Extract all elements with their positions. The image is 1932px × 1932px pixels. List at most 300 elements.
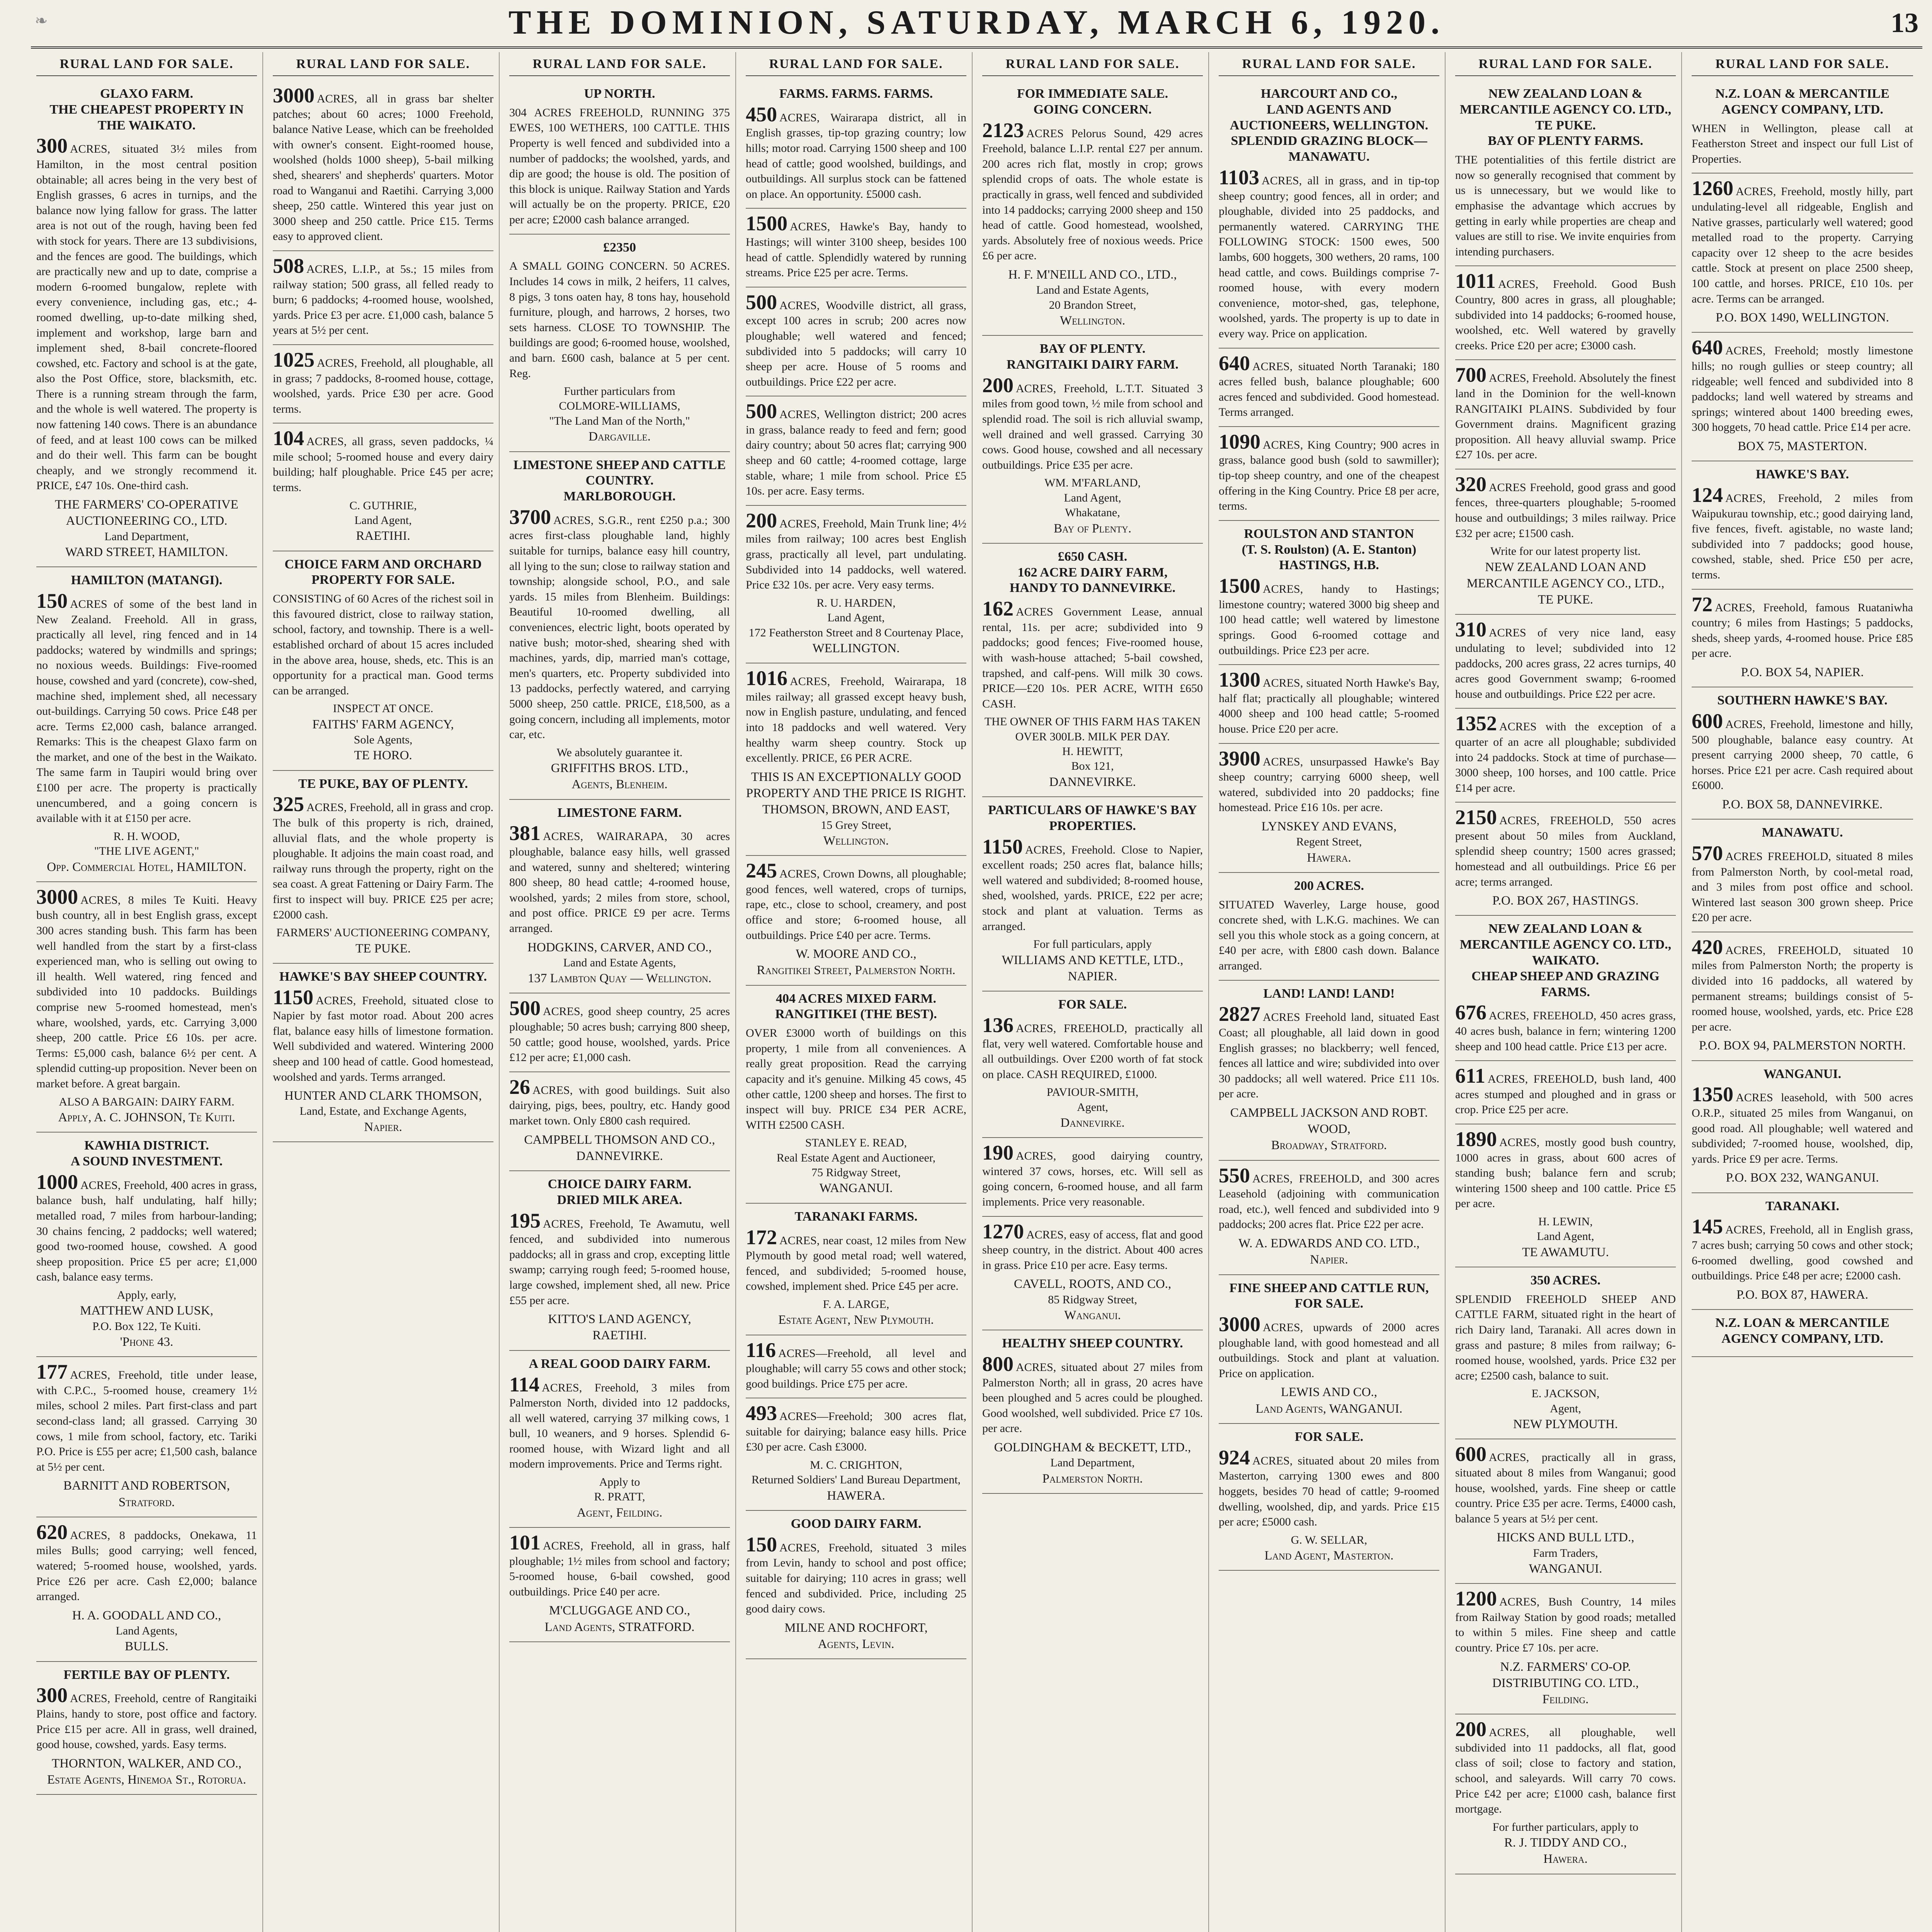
ad-contact-line: FARMERS' AUCTIONEERING COMPANY, xyxy=(276,926,490,939)
ad-contact xyxy=(1692,438,1913,454)
ad-body xyxy=(982,1013,1203,1082)
ad-body xyxy=(1692,935,1913,1035)
ad-text: ACRES, Freehold, Wairarapa, 18 miles railway; all grassed except heavy bush, now in English pasture, undulating, and fenced into 18 paddocks and well watered. Very healthy warm sheep country. Stock up excellently. PRICE, £6 PER ACRE. xyxy=(746,675,966,765)
ad-acreage: 500 xyxy=(746,400,777,423)
ad-heading: PARTICULARS OF HAWKE'S BAY PROPERTIES. xyxy=(988,803,1197,833)
ad-acreage: 200 xyxy=(982,373,1014,397)
ad-heading: HAWKE'S BAY SHEEP COUNTRY. xyxy=(279,969,487,984)
ad-contact xyxy=(509,745,730,793)
ad-contact xyxy=(1219,818,1439,866)
ad-text: ACRES, Freehold, all ploughable, all in grass; 7 paddocks, 8-roomed house, cottage, woolshed, yards. Price £30 per acre. Good terms. xyxy=(273,356,493,415)
ad-text: ACRES, Crown Downs, all ploughable; good fences, well watered, crops of turnips, rape, etc., close to school, creamery, and post office and store; 6-roomed house, all outbuildings. Price £40 per acre. Terms. xyxy=(746,867,966,942)
ad-contact xyxy=(1455,1659,1676,1708)
ad-text: ACRES with the exception of a quarter of an acre all ploughable; subdivided into 24 paddocks. Stock at time of purchase—3000 sheep, 100 horses, and 100 cattle. Price £14 per acre. xyxy=(1455,720,1676,794)
ad-contact-line: KITTO'S LAND AGENCY, xyxy=(548,1312,691,1327)
ad-contact-line: R. H. WOOD, xyxy=(113,830,180,843)
ad-text: ACRES, situated about 20 miles from Masterton, carrying 1300 ewes and 800 hoggets, besides 70 head of cattle; 9-roomed dwelling, woolshed, dip, and yards. Price £15 per acre; £5000 cash. xyxy=(1219,1454,1439,1529)
ad-contact-line: 15 Grey Street, xyxy=(821,818,891,832)
classified-ad xyxy=(746,1335,966,1399)
ad-heading: HARCOURT AND CO., LAND AGENTS AND AUCTIONEERS, WELLINGTON. SPLENDID GRAZING BLOCK—MANAWATU. xyxy=(1230,87,1429,164)
ad-acreage: 136 xyxy=(982,1013,1014,1037)
classified-ad xyxy=(1455,1439,1676,1584)
classified-ad xyxy=(982,1217,1203,1331)
ad-contact-line: R. J. TIDDY AND CO., xyxy=(1504,1836,1627,1850)
ad-contact-line: Land Agents, WANGANUI. xyxy=(1255,1401,1403,1416)
ad-acreage: 1500 xyxy=(746,212,787,235)
news-column xyxy=(267,52,500,1932)
ad-contact-line: Wanganui. xyxy=(1064,1308,1121,1323)
ad-body xyxy=(746,1532,966,1617)
ad-acreage: 3000 xyxy=(273,84,315,107)
classified-ad xyxy=(273,551,493,771)
ad-text: ACRES—Freehold, all level and ploughable; will carry 55 cows and other stock; good buildings. Price £75 per acre. xyxy=(746,1347,966,1390)
ad-contact-line: RAETIHI. xyxy=(356,529,410,543)
ad-body xyxy=(1692,1085,1913,1167)
ad-contact xyxy=(1455,1529,1676,1577)
ad-contact-line: Land Department, xyxy=(104,530,189,543)
ad-acreage: 1150 xyxy=(982,835,1023,858)
ad-contact-line: Wellington. xyxy=(823,833,889,848)
classified-ad xyxy=(1692,81,1913,173)
ad-contact-line: THE FARMERS' CO-OPERATIVE AUCTIONEERING CO., LTD. xyxy=(55,498,238,528)
ad-body xyxy=(509,505,730,742)
ad-text: ACRES, Freehold, L.T.T. Situated 3 miles from good town, ½ mile from school and splendid road. The soil is rich alluvial swamp, well drained and well grassed. Carrying 30 cows. Good house, cowshed and all necessary outbuildings. Price £35 per acre. xyxy=(982,382,1203,471)
classified-ad xyxy=(36,567,257,882)
ad-contact-line: Napier. xyxy=(364,1120,402,1134)
ad-acreage: 420 xyxy=(1692,935,1723,959)
ad-heading: LIMESTONE SHEEP AND CATTLE COUNTRY. MARLBOROUGH. xyxy=(513,457,726,504)
ad-acreage: 1103 xyxy=(1219,165,1260,189)
ad-text: ACRES, Woodville district, all grass, except 100 acres in scrub; 200 acres now ploughable; well watered and fenced; subdivided into 5 paddocks; will carry 10 sheep per acre. House of 5 rooms and outbuildings. Price £22 per acre. xyxy=(746,299,966,388)
ad-body xyxy=(1692,483,1913,583)
ad-acreage: 1011 xyxy=(1455,269,1496,293)
ad-contact xyxy=(982,1085,1203,1131)
classified-ad xyxy=(509,235,730,452)
ad-body xyxy=(1692,179,1913,306)
ad-contact-line: DANNEVIRKE. xyxy=(1049,775,1136,789)
ad-acreage: 800 xyxy=(982,1352,1014,1376)
ad-acreage: 124 xyxy=(1692,483,1723,507)
ad-contact xyxy=(1219,1105,1439,1154)
ad-body xyxy=(1692,841,1913,925)
ad-text: CONSISTING of 60 Acres of the richest soil in this favoured district, close to railway station, school, factory, and township. There is a well-established orchard of about 15 acres included in the above area, house, sheds, etc. This is an opportunity for a practical man. Good terms can be arranged. xyxy=(273,592,493,697)
classified-ad xyxy=(982,544,1203,797)
ad-text: ACRES, Freehold, 3 miles from Palmerston North, divided into 12 paddocks, all well watered, carrying 37 milking cows, 1 bull, 10 weaners, and 9 horses. Splendid 6-roomed house, with Wizard light and all modern improvements. Price and Terms right. xyxy=(509,1381,730,1471)
classified-ad xyxy=(1692,1193,1913,1310)
ad-heading: HAWKE'S BAY. xyxy=(1755,467,1849,482)
ad-contact-line: 137 Lambton Quay — Wellington. xyxy=(527,971,712,986)
classified-ad xyxy=(1219,1424,1439,1571)
classified-ad xyxy=(982,992,1203,1138)
ad-contact-line: WARD STREET, HAMILTON. xyxy=(65,545,228,559)
ad-contact xyxy=(1455,1214,1676,1260)
classified-ad xyxy=(509,1351,730,1528)
ad-contact-line: WANGANUI. xyxy=(819,1181,893,1196)
ad-contact xyxy=(36,829,257,875)
ad-heading: 200 ACRES. xyxy=(1294,878,1364,893)
classified-ad xyxy=(273,423,493,551)
classified-ad xyxy=(1455,1714,1676,1874)
ad-body xyxy=(1455,472,1676,541)
ad-contact-line: MATTHEW AND LUSK, xyxy=(80,1304,213,1318)
ad-body xyxy=(1455,1003,1676,1054)
ad-contact-line: GOLDINGHAM & BECKETT, LTD., xyxy=(994,1440,1191,1455)
ad-text: ACRES, King Country; 900 acres in grass, balance good bush (sold to sawmiller); tip-top sheep country, and one of the cheapest offering in the King Country. Price £8 per acre, terms. xyxy=(1219,438,1439,513)
ad-body xyxy=(36,1362,257,1475)
ad-acreage: 611 xyxy=(1455,1064,1486,1088)
ad-text: ACRES, Wairarapa district, all in English grasses, tip-top grazing country; low hills; motor road. Carrying 1500 sheep and 100 head of cattle; good woolshed, buildings, and outbuildings. All surplus stock can be fattened on place. An opportunity. £5000 cash. xyxy=(746,111,966,201)
ad-body xyxy=(746,1338,966,1392)
ad-contact xyxy=(1692,796,1913,813)
ad-contact xyxy=(36,1478,257,1510)
ad-contact-line: P.O. BOX 1490, WELLINGTON. xyxy=(1716,311,1889,325)
ad-body xyxy=(1219,897,1439,974)
ad-acreage: 3900 xyxy=(1219,747,1260,770)
ad-acreage: 1200 xyxy=(1455,1587,1497,1611)
ad-contact-line: BOX 75, MASTERTON. xyxy=(1738,439,1867,453)
ad-contact-line: Write for our latest property list. xyxy=(1490,545,1641,558)
ad-heading: FERTILE BAY OF PLENTY. xyxy=(63,1667,230,1682)
ad-contact xyxy=(982,714,1203,790)
classified-ad xyxy=(36,1517,257,1662)
ad-contact-line: P.O. BOX 267, HASTINGS. xyxy=(1492,894,1639,908)
ad-text: ACRES, Freehold, famous Ruataniwha country; 6 miles from Hastings; 5 paddocks, sheds, sheep yards, 4-roomed house. Price £85 per acre. xyxy=(1692,601,1913,660)
column-header: RURAL LAND FOR SALE. xyxy=(509,52,730,76)
ad-acreage: 150 xyxy=(746,1532,777,1556)
ad-text: ACRES, Freehold. Absolutely the finest land in the Dominion for the well-known RANGITAIKI PLAINS. Subdivided by four Government drains. Magnificent grazing proposition. All heavy alluvial swamp. Price £27 10s. per acre. xyxy=(1455,372,1676,461)
ad-text: ACRES, Wellington district; 200 acres in grass, balance ready to feed and fern; good dairy country; about 50 acres flat; carrying 900 sheep and 60 cattle; 4-roomed cottage, large stable, whare; 1 mile from school. Price £5 10s. per acre. Easy terms. xyxy=(746,408,966,498)
ad-acreage: 300 xyxy=(36,1684,68,1707)
ad-heading: LIMESTONE FARM. xyxy=(557,805,682,820)
ad-text: ACRES, all in grass, and in tip-top sheep country; good fences, all in order; and ploughable, divided into 25 paddocks, and permanently watered. CARRYING THE FOLLOWING STOCK: 1500 ewes, 500 lambs, 600 hoggets, 300 wethers, 20 rams, 100 head cattle, and cows. Buildings comprise 7-roomed house, with every modern convenience, motor-shed, gas, telephone, woolshed, yards. The property is up to date in every way. Price on application. xyxy=(1219,174,1439,340)
ad-text: OVER £3000 worth of buildings on this property, 1 mile from all conveniences. A really great proposition. Read the carrying capacity and it's genuine. Milking 45 cows, 45 other cattle, 1200 sheep and horses. The first to inspect will buy. PRICE £34 PER ACRE, WITH £2500 CASH. xyxy=(746,1027,966,1131)
news-column xyxy=(504,52,736,1932)
ad-acreage: 177 xyxy=(36,1360,68,1384)
ad-body xyxy=(1219,165,1439,342)
classified-ad xyxy=(36,882,257,1133)
ad-heading: N.Z. LOAN & MERCANTILE AGENCY COMPANY, LTD. xyxy=(1715,1316,1889,1346)
classified-ad xyxy=(1455,266,1676,360)
ad-heading: ROULSTON AND STANTON (T. S. Roulston) (A. E. Stanton) HASTINGS, H.B. xyxy=(1242,526,1417,573)
ad-heading: TE PUKE, BAY OF PLENTY. xyxy=(298,776,468,791)
column-header: RURAL LAND FOR SALE. xyxy=(982,52,1203,76)
ad-text: ACRES, easy of access, flat and good sheep country, in the district. About 400 acres in grass. Price £10 per acre. Easy terms. xyxy=(982,1228,1203,1272)
ad-text: ACRES, situated 3½ miles from Hamilton, in the most central position obtainable; all acres being in the very best of English grasses, 6 acres in turnips, and the balance now lying fallow for grass. The latter area is not out of the rough, having been fed with stock for years. There are 13 subdivisions, and the fences are good. The buildings, which are practically new and up to date, comprise a modern 6-roomed bungalow, replete with every convenience, including gas, etc.; 4-roomed dwelling, up-to-date milking shed, implement and workshop, large barn and implement shed, 8-bail concrete-floored cowshed, etc. Factory and school is at the gate, also the Post Office, store, blacksmith, etc. There is a running stream through the farm, and the whole is well watered. The property is now fattening 140 cows. There is an abundance of feed, and at least 100 cows can be milked and do their well. This farm can be bought cheaply, and we strongly recommend it. PRICE, £47 10s. One-third cash. xyxy=(36,143,257,492)
ad-acreage: 114 xyxy=(509,1372,540,1396)
ad-contact-line: TE PUKE. xyxy=(355,941,411,956)
ad-acreage: 200 xyxy=(1455,1718,1486,1741)
ad-text: WHEN in Wellington, please call at Featherston Street and inspect our full List of Properties. xyxy=(1692,122,1913,165)
ad-contact xyxy=(982,267,1203,329)
classified-ad xyxy=(273,771,493,964)
classified-ad xyxy=(982,336,1203,544)
ad-acreage: 325 xyxy=(273,793,304,816)
ad-text: ACRES leasehold, with 500 acres O.R.P., situated 25 miles from Wanganui, on good road. All ploughable; well watered and subdivided; 7-roomed house, woolshed, dip, yards. Price £9 per acre. Terms. xyxy=(1692,1091,1913,1165)
ad-heading: GOOD DAIRY FARM. xyxy=(791,1517,922,1531)
ad-body xyxy=(36,1520,257,1604)
ad-heading: FOR SALE. xyxy=(1294,1429,1364,1444)
ad-contact xyxy=(509,1311,730,1344)
ad-contact xyxy=(746,1136,966,1196)
classified-ad xyxy=(746,287,966,397)
ad-text: SPLENDID FREEHOLD SHEEP AND CATTLE FARM, situated right in the heart of rich Dairy land, Taranaki. All acres down in grass and pasture; 8 miles from railway; 6-roomed house, woolshed, yards. Price £32 per acre; £2500 cash, balance to suit. xyxy=(1455,1293,1676,1382)
newspaper-title: THE DOMINION, SATURDAY, MARCH 6, 1920. xyxy=(508,4,1445,41)
ad-contact-line: W. A. EDWARDS AND CO. LTD., xyxy=(1238,1236,1420,1251)
ad-heading: 404 ACRES MIXED FARM. RANGITIKEI (THE BEST). xyxy=(775,991,937,1022)
ad-heading: FINE SHEEP AND CATTLE RUN, FOR SALE. xyxy=(1229,1281,1429,1311)
ad-text: ACRES, Freehold, Te Awamutu, well fenced, and subdivided into numerous paddocks; all in grass and crop, excepting little swamp; carrying rough feed; 5-roomed house, large cowshed, implement shed, all new. Price £55 per acre. xyxy=(509,1217,730,1307)
ad-text: ACRES, good sheep country, 25 acres ploughable; 50 acres bush; carrying 800 sheep, 50 cattle; good house, woolshed, yards. Price £12 per acre; £1,000 cash. xyxy=(509,1005,730,1064)
ad-contact xyxy=(36,1288,257,1350)
ad-contact-line: Estate Agent, New Plymouth. xyxy=(778,1313,934,1327)
classified-ad xyxy=(1455,1124,1676,1267)
ad-body xyxy=(509,999,730,1065)
ad-body xyxy=(746,214,966,280)
ad-text: ACRES, good dairying country, wintered 37 cows, horses, etc. Will sell as going concern, 6-roomed house, and all farm implements. Price very reasonable. xyxy=(982,1150,1203,1209)
ad-text: ACRES, all ploughable, well subdivided into 11 paddocks, all flat, good class of soil; close to factory and station, school, and saleyards. Will carry 70 cows. Price £42 per acre; £1000 cash, balance first mortgage. xyxy=(1455,1726,1676,1816)
column-header: RURAL LAND FOR SALE. xyxy=(746,52,966,76)
ad-contact xyxy=(746,1458,966,1504)
classified-ad xyxy=(509,1072,730,1171)
classified-ad xyxy=(36,1357,257,1517)
column-header: RURAL LAND FOR SALE. xyxy=(273,52,493,76)
ad-body xyxy=(1455,1720,1676,1817)
ad-contact-line: GRIFFITHS BROS. LTD., xyxy=(551,761,689,776)
ad-body xyxy=(1692,121,1913,167)
classified-ad xyxy=(746,1204,966,1335)
ad-contact xyxy=(1692,1287,1913,1303)
ad-contact xyxy=(509,1602,730,1635)
ad-contact xyxy=(982,476,1203,536)
ad-text: THE potentialities of this fertile district are now so generally recognised that comment by us is unnecessary, but we would like to emphasise the advantage which accrues by getting in early while properties are cheap and values are still to rise. We invite enquiries from intending purchasers. xyxy=(1455,153,1676,258)
ad-text: ACRES, situated North Taranaki; 180 acres felled bush, balance ploughable; 600 acres fenced and subdivided. Good homestead. Terms arranged. xyxy=(1219,360,1439,419)
ad-contact-line: BARNITT AND ROBERTSON, xyxy=(63,1479,230,1493)
ad-heading: SOUTHERN HAWKE'S BAY. xyxy=(1717,693,1888,708)
ad-text: ACRES, FREEHOLD, 550 acres present about 50 miles from Auckland, splendid sheep country; 1500 acres grassed; homestead and all outbuildings. Price £6 per acre; terms arranged. xyxy=(1455,814,1676,888)
ad-contact-line: F. A. LARGE, xyxy=(823,1298,889,1311)
ad-heading: A REAL GOOD DAIRY FARM. xyxy=(529,1356,711,1371)
ad-contact-line: "THE LIVE AGENT," xyxy=(94,845,199,858)
ad-acreage: 1025 xyxy=(273,348,315,371)
classified-ad xyxy=(1455,615,1676,709)
ad-body xyxy=(746,402,966,499)
classified-ad xyxy=(1692,932,1913,1061)
classified-ad xyxy=(1455,709,1676,803)
classified-ad xyxy=(746,396,966,506)
ad-body xyxy=(982,118,1203,264)
ad-acreage: 550 xyxy=(1219,1163,1250,1187)
ad-body xyxy=(746,669,966,766)
ad-contact-line: TE PUKE. xyxy=(1538,593,1593,607)
ad-contact-line: Land Agents, xyxy=(116,1624,178,1638)
classified-ad xyxy=(1219,873,1439,981)
ad-contact xyxy=(1692,1037,1913,1054)
ad-contact xyxy=(509,384,730,445)
ad-contact-line: Palmerston North. xyxy=(1042,1471,1143,1486)
classified-ad xyxy=(1455,1267,1676,1439)
ad-contact-line: Dargaville. xyxy=(588,430,651,444)
ad-acreage: 310 xyxy=(1455,618,1486,641)
ad-acreage: 3000 xyxy=(1219,1313,1260,1336)
ad-contact-line: NEW PLYMOUTH. xyxy=(1513,1417,1618,1432)
ad-acreage: 508 xyxy=(273,254,304,277)
ad-heading: FARMS. FARMS. FARMS. xyxy=(779,87,933,101)
column-header: RURAL LAND FOR SALE. xyxy=(1692,52,1913,76)
ad-text: ACRES, Freehold. Close to Napier, excellent roads; 250 acres flat, balance hills; well watered and subdivided; 8-roomed house, shed, woolshed, yards. PRICE, £22 per acre; stock and plant at valuation. Terms as arranged. xyxy=(982,843,1203,933)
ad-contact xyxy=(509,939,730,987)
ad-text: ACRES, Freehold, all in grass and crop. The bulk of this property is rich, drained, alluvial flats, and the whole property is ploughable. It adjoins the main coast road, and railway runs through the property, right on the sea coast. A great Fattening or Dairy Farm. The first to inspect will buy. PRICE £25 per acre; £2000 cash. xyxy=(273,801,493,921)
ad-contact-line: Opp. Commercial Hotel, HAMILTON. xyxy=(47,860,247,874)
ad-contact-line: Apply, A. C. JOHNSON, Te Kuiti. xyxy=(58,1110,235,1124)
classified-ad xyxy=(746,856,966,985)
classified-ad xyxy=(1455,81,1676,266)
masthead xyxy=(31,0,1922,49)
ad-text: A SMALL GOING CONCERN. 50 ACRES. Includes 14 cows in milk, 2 heifers, 11 calves, 8 pigs, 3 tons oaten hay, 8 tons hay, household furniture, plough, and harrows, 2 horses, two sets harness. CLOSE TO TOWNSHIP. The buildings are good; 6-roomed house, woolshed, and barn. £600 cash, balance at 5 per cent. Reg. xyxy=(509,260,730,380)
ad-text: ACRES, Freehold; mostly limestone hills; no rough gullies or steep country; all ridgeable; well fenced and subdivided into 8 paddocks; land well watered by streams and springs; wintered about 1400 breeding ewes, 300 hoggets, 70 head cattle. Price £14 per acre. xyxy=(1692,344,1913,434)
ad-body xyxy=(1455,1292,1676,1384)
ad-contact xyxy=(746,1620,966,1652)
ad-acreage: 172 xyxy=(746,1225,777,1249)
ad-contact-line: Napier. xyxy=(1310,1253,1348,1267)
ad-contact-line: E. JACKSON, xyxy=(1531,1387,1600,1400)
ad-heading: £2350 xyxy=(603,240,636,255)
classified-ad xyxy=(1219,427,1439,521)
ad-text: ACRES, Freehold, title under lease, with C.P.C., 5-roomed house, creamery 1½ miles, school 2 miles. Part first-class and part second-class land; all grassed. Carrying 30 cows, 1 mile from school, factory, etc. Tariki P.O. Price is £55 per acre; £1,500 cash, balance at 5½ per cent. xyxy=(36,1369,257,1473)
ad-contact-line: P.O. BOX 94, PALMERSTON NORTH. xyxy=(1699,1039,1906,1053)
ad-body xyxy=(1219,1163,1439,1232)
ad-contact xyxy=(509,1475,730,1521)
ad-contact-line: NEW ZEALAND LOAN AND MERCANTILE AGENCY CO., LTD., xyxy=(1466,560,1665,590)
ad-contact-line: Hawera. xyxy=(1307,850,1351,865)
ad-text: ACRES, Freehold, all in English grass, 7 acres bush; carrying 50 cows and other stock; 6-roomed dwelling, good cowshed and outbuildings. Price £48 per acre; £2000 cash. xyxy=(1692,1223,1913,1282)
ad-contact-line: THOMSON, BROWN, AND EAST, xyxy=(762,803,950,817)
news-column xyxy=(31,52,263,1932)
classified-ad xyxy=(36,1133,257,1357)
ad-contact-line: Land Department, xyxy=(1050,1456,1135,1469)
ad-contact-line: Whakatane, xyxy=(1065,506,1120,519)
ad-body xyxy=(1455,363,1676,463)
ad-contact-line: 85 Ridgway Street, xyxy=(1048,1293,1137,1306)
ad-text: ACRES, Freehold, Main Trunk line; 4½ miles from railway; 100 acres best English grass, practically all level, part undulating. Subdivided into 14 paddocks, well watered. Price £32 10s. per acre. Very easy terms. xyxy=(746,517,966,592)
classified-ad xyxy=(509,81,730,235)
column-area xyxy=(31,52,1922,1932)
ad-contact-line: INSPECT AT ONCE. xyxy=(333,702,434,715)
classified-ad xyxy=(1692,333,1913,461)
ad-contact-line: G. W. SELLAR, xyxy=(1291,1533,1367,1546)
ad-text: ACRES, FREEHOLD, situated 10 miles from Palmerston North; the property is divided into 16 paddocks, all watered by permanent streams; buildings consist of 5-roomed house, woolshed, yards, etc. Price £28 per acre. xyxy=(1692,944,1913,1033)
column-header: RURAL LAND FOR SALE. xyxy=(36,52,257,76)
ad-acreage: 1000 xyxy=(36,1170,78,1194)
ad-body xyxy=(509,1533,730,1599)
ad-acreage: 300 xyxy=(36,134,68,158)
ad-contact-line: PAVIOUR-SMITH, xyxy=(1046,1086,1139,1099)
classified-ad xyxy=(1219,521,1439,665)
ad-contact xyxy=(36,1095,257,1126)
ad-text: ACRES of some of the best land in New Zealand. Freehold. All in grass, practically all level, ring fenced and in 14 paddocks; watered by windmills and springs; no noxious weeds. Buildings: Five-roomed house, cowshed and yard (concrete), cow-shed, machine shed, implement shed, all necessary out-buildings. Carrying 50 cows. Price £48 per acre. Terms £2,000 cash, balance arranged. Remarks: This is the cheapest Glaxo farm on the market, and one of the best in the Waikato. The same farm in Taupiri would bring over £100 per acre. The property is practically unencumbered, and a going concern is available with it at £150 per acre. xyxy=(36,597,257,825)
ad-body xyxy=(1692,709,1913,793)
ad-contact-line: Land Agent, xyxy=(827,611,885,624)
ad-text: ACRES Freehold, good grass and good fences, three-quarters ploughable; 5-roomed house and outbuildings; 3 miles railway. Price £32 per acre; £1500 cash. xyxy=(1455,481,1676,540)
ad-body xyxy=(746,1026,966,1133)
ad-heading: FOR IMMEDIATE SALE. GOING CONCERN. xyxy=(1017,87,1168,117)
classified-ad xyxy=(982,797,1203,992)
ad-heading: BAY OF PLENTY. RANGITAIKI DAIRY FARM. xyxy=(1007,342,1179,372)
ad-text: ACRES, Hawke's Bay, handy to Hastings; will winter 3100 sheep, besides 100 head of cattle. Splendidly watered by running streams. Price £25 per acre. Terms. xyxy=(746,220,966,279)
classified-ad xyxy=(982,81,1203,336)
ad-acreage: 700 xyxy=(1455,363,1486,387)
ad-contact-line: Agent, xyxy=(1550,1402,1581,1415)
ad-body xyxy=(746,290,966,390)
ad-text: ACRES—Freehold; 300 acres flat, suitable for dairying; balance easy hills. Price £30 per acre. Cash £3000. xyxy=(746,1410,966,1454)
ad-contact xyxy=(746,946,966,978)
classified-ad xyxy=(509,800,730,994)
ad-contact-line: R. PRATT, xyxy=(594,1490,645,1503)
ad-text: ACRES, situated about 27 miles from Palmerston North; all in grass, 20 acres have been ploughed and 5 acres could be ploughed. Good woolshed, well subdivided. Price £7 10s. per acre. xyxy=(982,1361,1203,1435)
ad-text: ACRES Government Lease, annual rental, 11s. per acre; subdivided into 9 paddocks; good fences; Five-roomed house, with wash-house attached; 5-bail cowshed, trapshed, and calf-pens. Will milk 30 cows. PRICE—£20 10s. PER ACRE, WITH £650 CASH. xyxy=(982,605,1203,710)
page-number: 13 xyxy=(1891,7,1918,38)
ad-acreage: 1350 xyxy=(1692,1083,1733,1106)
ad-contact xyxy=(36,1607,257,1655)
ad-text: ACRES, Bush Country, 14 miles from Railway Station by good roads; metalled to within 5 miles. Fine sheep and cattle country. Price £7 10s. per acre. xyxy=(1455,1595,1676,1654)
ad-text: ACRES, Freehold. Good Bush Country, 800 acres in grass, all ploughable; subdivided into 14 paddocks; 6-roomed house, woolshed, etc. Well watered by gravelly creeks. Price £20 per acre; £3000 cash. xyxy=(1455,278,1676,352)
ad-heading: MANAWATU. xyxy=(1762,825,1843,840)
ad-text: ACRES, all in grass bar shelter patches; about 60 acres; 1000 Freehold, balance Native Lease, which can be freeholded with owner's consent. Eight-roomed house, woolshed (holds 1000 sheep), 5-bail milking shed, shearers' and shepherds' quarters. Motor road to Wanganui and Raetihi. Carrying 3,000 sheep, 250 cattle. Wintered this year just on 3000 sheep and 250 cattle. Price £15. Terms easy to approved client. xyxy=(273,92,493,243)
ad-text: ACRES of very nice land, easy undulating to level; subdivided into 12 paddocks, 200 acres grass, 22 acres turnips, 40 acres good Government swamp; 6-roomed house and outbuildings. Price £22 per acre. xyxy=(1455,626,1676,701)
ad-contact xyxy=(273,925,493,957)
ad-text: ACRES, upwards of 2000 acres ploughable land, with good homestead and all outbuildings. Stock and plant at valuation. Price on application. xyxy=(1219,1321,1439,1380)
ad-contact-line: H. HEWITT, xyxy=(1062,745,1123,758)
ad-acreage: 72 xyxy=(1692,592,1713,616)
ad-text: ACRES FREEHOLD, situated 8 miles from Palmerston North, by cool-metal road, and 3 miles from post office and school. Wintered last season 300 grown sheep. Price £20 per acre. xyxy=(1692,850,1913,924)
ad-contact-line: M'CLUGGAGE AND CO., xyxy=(549,1604,690,1618)
ad-contact-line: Agents, Levin. xyxy=(818,1637,895,1651)
ad-contact-line: Land Agent, Masterton. xyxy=(1264,1549,1394,1563)
ad-heading: FOR SALE. xyxy=(1058,997,1127,1012)
classified-ad xyxy=(1455,1584,1676,1714)
ad-contact-line: THE OWNER OF THIS FARM HAS TAKEN OVER 300LB. MILK PER DAY. xyxy=(984,715,1201,743)
ad-contact-line: Bay of Plenty. xyxy=(1054,521,1131,536)
ad-text: ACRES, handy to Hastings; limestone country; watered 3000 big sheep and 100 head cattle; well watered by limestone springs. Good 6-roomed cottage and outbuildings. Price £23 per acre. xyxy=(1219,583,1439,657)
classified-ad xyxy=(1455,469,1676,615)
ad-contact-line: CAMPBELL JACKSON AND ROBT. WOOD, xyxy=(1230,1105,1428,1136)
ad-body xyxy=(36,136,257,493)
classified-ad xyxy=(1692,173,1913,333)
ad-contact-line: LYNSKEY AND EVANS, xyxy=(1261,819,1397,833)
classified-ad xyxy=(1692,820,1913,932)
ad-contact-line: WM. M'FARLAND, xyxy=(1044,476,1141,490)
ad-heading: TARANAKI FARMS. xyxy=(794,1209,918,1224)
ad-contact-line: Land and Estate Agents, xyxy=(563,956,676,969)
ad-text: 304 ACRES FREEHOLD, RUNNING 375 EWES, 100 WETHERS, 100 CATTLE. THIS Property is well fenced and subdivided into a number of paddocks; the woolshed, yards, and dip are good; the house is old. The position of this block is unique. Railway Station and Yards will actually be on the property. PRICE, £20 per acre; £2000 cash balance arranged. xyxy=(509,106,730,226)
ad-contact-line: HODGKINS, CARVER, AND CO., xyxy=(527,940,712,954)
ad-heading: WANGANUI. xyxy=(1763,1066,1842,1081)
ad-contact-line: H. F. M'NEILL AND CO., LTD., xyxy=(1008,267,1177,282)
classified-ad xyxy=(1219,81,1439,349)
ad-body xyxy=(273,350,493,417)
ad-contact xyxy=(1219,1235,1439,1268)
ad-acreage: 600 xyxy=(1455,1442,1486,1466)
classified-ad xyxy=(509,1171,730,1351)
ad-body xyxy=(509,1075,730,1129)
ad-body xyxy=(982,1143,1203,1209)
ad-body xyxy=(36,1170,257,1285)
ad-body xyxy=(273,254,493,338)
classified-ad xyxy=(1692,687,1913,820)
news-column xyxy=(977,52,1209,1932)
classified-ad xyxy=(746,209,966,287)
ad-contact xyxy=(509,1132,730,1164)
ad-body xyxy=(1219,1448,1439,1530)
